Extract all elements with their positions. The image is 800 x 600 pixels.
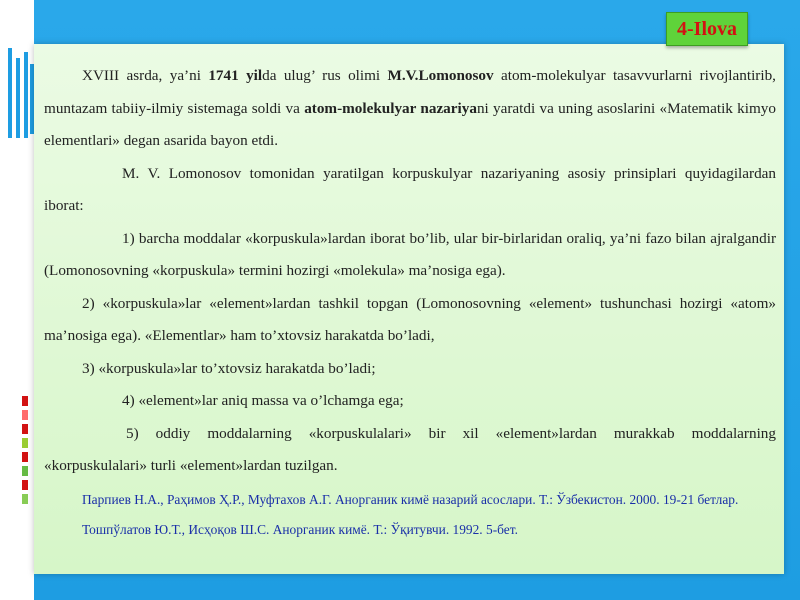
references bbox=[44, 485, 776, 545]
paragraph-principles: M. V. Lomonosov tomonidan yaratilgan korpuskulyar nazariyaning asosiy prinsiplari quyidagilardan iborat: bbox=[44, 164, 776, 214]
principle-2: 2) «korpuskula»lar «element»lardan tashkil topgan (Lomonosovning «element» tushunchasi hozirgi «atom» ma’nosiga ega). «Elementlar» ham to’xtovsiz harakatda bo’ladi, bbox=[44, 294, 776, 344]
decor-dot bbox=[22, 424, 28, 434]
decor-dot bbox=[22, 452, 28, 462]
principle-4: 4) «element»lar aniq massa va o’lchamga ega; bbox=[122, 392, 404, 409]
decor-dot bbox=[22, 494, 28, 504]
reference-1: Парпиев Н.А., Раҳимов Ҳ.Р., Муфтахов А.Г. Анорганик кимё назарий асослари. Т.: Ўзбекистон. 2000. 19-21 бетлар. bbox=[82, 491, 739, 507]
principle-3: 3) «korpuskula»lar to’xtovsiz harakatda bo’ladi; bbox=[82, 359, 376, 377]
reference-2: Тошпўлатов Ю.Т., Исҳоқов Ш.С. Анорганик кимё. Т.: Ўқитувчи. 1992. 5-бет. bbox=[82, 521, 518, 537]
decor-dot bbox=[22, 410, 28, 420]
main-text bbox=[44, 60, 776, 545]
principle-1: 1) barcha moddalar «korpuskula»lardan iborat bo’lib, ular bir-birlaridan oraliq, ya’ni fazo bilan ajralgandir (Lomonosovning «korpuskula» termini hozirgi «molekula» ma’nosiga ega). bbox=[44, 229, 776, 279]
decor-dot bbox=[22, 438, 28, 448]
decorative-bars bbox=[8, 48, 34, 148]
decor-dot bbox=[22, 396, 28, 406]
paragraph-intro: XVIII asrda, ya’ni 1741 yilda ulug’ rus olimi M.V.Lomonosov atom-molekulyar tasavvurlarni rivojlantirib, muntazam tabiiy-ilmiy sistemaga soldi va atom-molekulyar nazariyani yaratdi va uning asoslarini «Matematik kimyo elementlari» degan asarida bayon etdi. bbox=[44, 67, 776, 149]
principle-5: 5) oddiy moddalarning «korpuskulalari» bir xil «element»lardan murakkab moddalarning «korpuskulalari» turli «element»lardan tuzilgan. bbox=[44, 424, 776, 474]
decorative-dots bbox=[22, 396, 30, 508]
decor-dot bbox=[22, 480, 28, 490]
decor-dot bbox=[22, 466, 28, 476]
appendix-badge: 4-Ilova bbox=[666, 12, 748, 46]
